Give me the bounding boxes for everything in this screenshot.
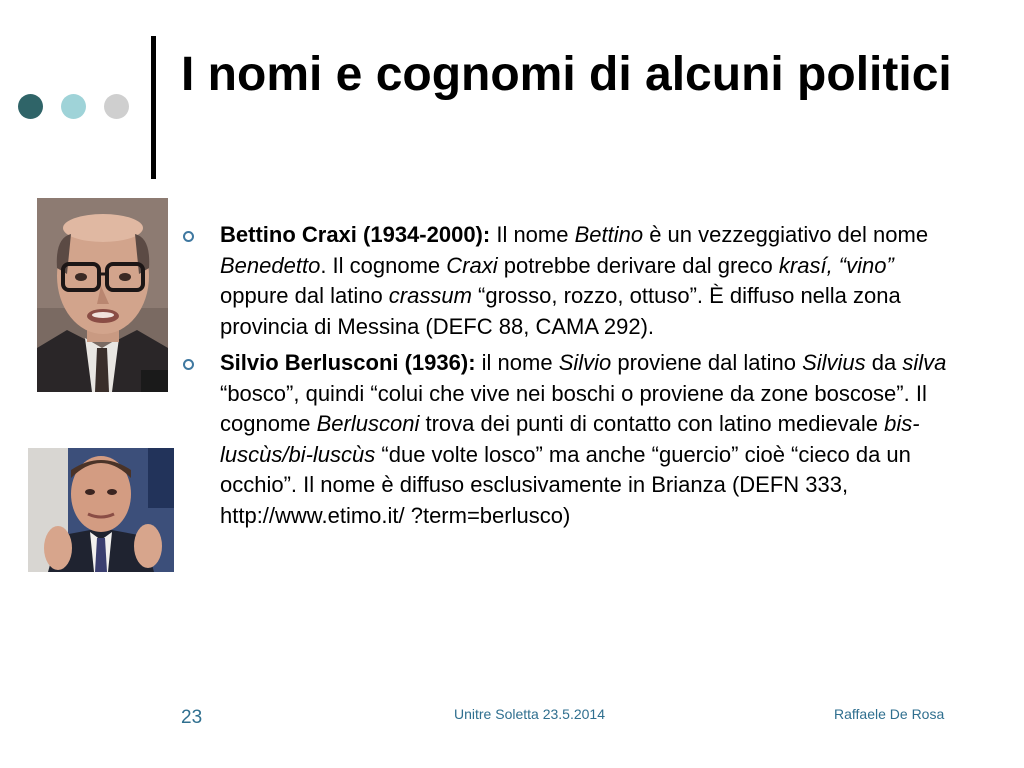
bullet-item xyxy=(183,220,953,342)
title-accent-bar xyxy=(151,36,156,179)
bullet-text-run: Silvius xyxy=(802,350,866,375)
bullet-text-run: bis-luscùs/bi-luscùs xyxy=(220,411,920,467)
photo-bettino-craxi xyxy=(37,198,168,392)
bullet-text-run: oppure dal latino xyxy=(220,283,389,308)
bullet-text-run: krasí, “vino” xyxy=(778,252,894,278)
decorative-dot-light xyxy=(61,94,86,119)
bullet-text-run: il nome xyxy=(475,350,559,375)
bullet-text-run: trova dei punti di contatto con latino medievale xyxy=(419,411,885,436)
footer-page-number: 23 xyxy=(181,707,203,728)
bullet-text-run: Craxi xyxy=(446,252,498,278)
bullet-circle-icon xyxy=(183,231,194,242)
footer-center-text: Unitre Soletta 23.5.2014 xyxy=(454,706,605,722)
portrait-berlusconi-drawing xyxy=(28,448,174,572)
bullet-item xyxy=(183,348,953,531)
bullet-text-run: Berlusconi xyxy=(316,411,420,436)
bullet-circle-icon xyxy=(183,359,194,370)
bullet-text-run: proviene dal latino xyxy=(611,350,803,375)
bullet-text-run: è un vezzeggiativo del nome xyxy=(643,222,929,247)
bullet-text-run: crassum xyxy=(388,283,472,308)
bullet-text-run: . Il cognome xyxy=(320,252,447,278)
decorative-dot-grey xyxy=(104,94,129,119)
decorative-dot-dark xyxy=(18,94,43,119)
footer-author: Raffaele De Rosa xyxy=(834,706,945,722)
slide-title: I nomi e cognomi di alcuni politici xyxy=(181,48,952,101)
bullet-heading: Bettino Craxi (1934-2000): xyxy=(220,222,491,247)
photo-silvio-berlusconi xyxy=(28,448,174,572)
bullet-text-run: “bosco”, quindi “colui che vive nei boschi o proviene da zone boscose”. Il cognome xyxy=(220,380,927,436)
bullet-text-run: “due volte losco” ma anche “guercio” cioè “cieco da un occhio”. Il nome è diffuso esclusivamente in Brianza (DEFN 333, http://www.etimo.it/ ?term=berlusco) xyxy=(220,441,911,528)
bullet-text-run: potrebbe derivare dal greco xyxy=(497,252,779,278)
bullet-text-run: Bettino xyxy=(574,222,644,247)
bullet-text-run: silva xyxy=(902,350,947,375)
bullet-text-run: Il nome xyxy=(490,222,575,247)
bullet-heading: Silvio Berlusconi (1936): xyxy=(220,350,476,375)
bullet-text-run: Benedetto xyxy=(220,252,321,278)
bullet-text-run: da xyxy=(865,350,903,375)
bullet-text-run: “grosso, rozzo, ottuso”. È diffuso nella zona provincia di Messina (DEFC 88, CAMA 292). xyxy=(220,283,901,339)
bullet-list xyxy=(183,220,953,537)
portrait-craxi-drawing xyxy=(37,198,168,392)
bullet-text-run: Silvio xyxy=(558,350,612,375)
